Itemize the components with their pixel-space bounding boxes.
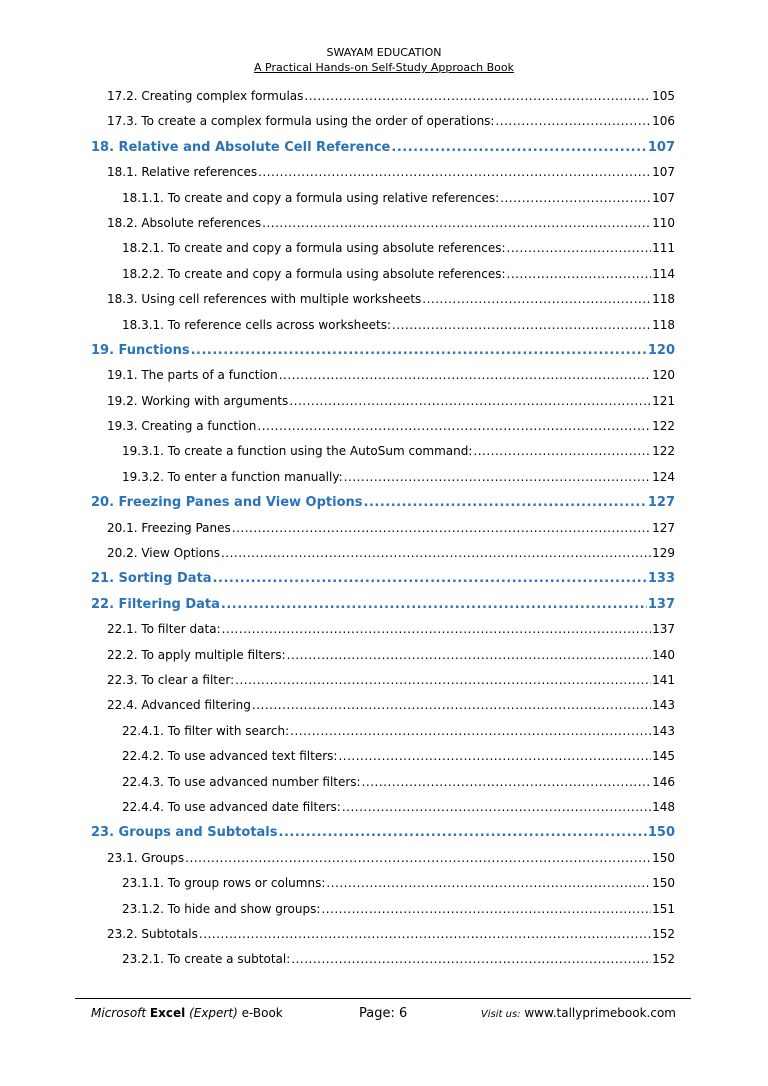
toc-entry-page: 129 <box>652 546 675 561</box>
toc-entry-title: 23.1.1. To group rows or columns: <box>122 876 326 891</box>
toc-leader-dots <box>344 470 651 484</box>
toc-leader-dots <box>422 292 651 306</box>
toc-entry[interactable] <box>91 241 675 266</box>
toc-entry[interactable] <box>91 851 675 876</box>
toc-entry[interactable] <box>91 444 675 469</box>
toc-leader-dots <box>500 191 651 205</box>
toc-entry[interactable] <box>91 673 675 698</box>
toc-leader-dots <box>279 825 647 840</box>
toc-entry-title: 22.4.3. To use advanced number filters: <box>122 774 361 789</box>
toc-entry-title: 22.4.1. To filter with search: <box>122 723 290 738</box>
toc-entry-title: 23.2.1. To create a subtotal: <box>122 952 291 967</box>
toc-entry-title: 19.1. The parts of a function <box>107 368 278 383</box>
toc-entry-title: 18. Relative and Absolute Cell Reference <box>91 139 391 155</box>
footer-product: Excel <box>149 1006 186 1020</box>
toc-entry[interactable] <box>91 724 675 749</box>
toc-entry-page: 137 <box>652 622 675 637</box>
toc-entry[interactable] <box>91 648 675 673</box>
toc-entry-page: 121 <box>652 393 675 408</box>
toc-entry[interactable] <box>91 800 675 825</box>
toc-leader-dots <box>291 952 651 966</box>
toc-entry-page: 150 <box>647 825 675 841</box>
toc-entry[interactable] <box>91 546 675 571</box>
table-of-contents <box>91 89 675 978</box>
toc-entry-title: 18.1.1. To create and copy a formula using relative references: <box>122 190 500 205</box>
toc-entry[interactable] <box>91 775 675 800</box>
toc-entry-page: 150 <box>652 876 675 891</box>
toc-leader-dots <box>252 698 651 712</box>
toc-entry[interactable] <box>91 927 675 952</box>
toc-entry[interactable] <box>91 597 675 622</box>
footer-suffix: e-Book <box>241 1006 283 1020</box>
toc-leader-dots <box>391 140 646 155</box>
toc-entry[interactable] <box>91 114 675 139</box>
toc-entry-title: 22.4.4. To use advanced date filters: <box>122 799 341 814</box>
toc-leader-dots <box>507 241 652 255</box>
header-subtitle: A Practical Hands-on Self-Study Approach Book <box>254 61 514 74</box>
toc-entry-page: 145 <box>652 749 675 764</box>
toc-leader-dots <box>262 216 651 230</box>
toc-entry-page: 105 <box>652 89 675 103</box>
toc-entry-page: 107 <box>647 139 675 155</box>
toc-entry[interactable] <box>91 571 675 596</box>
toc-leader-dots <box>362 775 651 789</box>
toc-entry-title: 23.2. Subtotals <box>107 926 198 941</box>
toc-entry-title: 23.1. Groups <box>107 850 185 865</box>
toc-leader-dots <box>473 444 651 458</box>
toc-entry-page: 127 <box>652 520 675 535</box>
footer-prefix: Microsoft <box>91 1006 147 1020</box>
toc-leader-dots <box>221 546 651 560</box>
toc-leader-dots <box>507 267 652 281</box>
toc-entry-title: 17.3. To create a complex formula using the order of operations: <box>107 114 495 129</box>
toc-entry-title: 19.2. Working with arguments <box>107 393 289 408</box>
toc-entry-title: 18.3. Using cell references with multiple worksheets <box>107 292 422 307</box>
toc-entry-title: 17.2. Creating complex formulas <box>107 89 304 103</box>
toc-entry-page: 137 <box>647 596 675 612</box>
toc-entry-title: 22.2. To apply multiple filters: <box>107 647 286 662</box>
toc-entry-page: 118 <box>652 317 675 332</box>
toc-leader-dots <box>235 673 651 687</box>
toc-entry[interactable] <box>91 394 675 419</box>
toc-entry[interactable] <box>91 521 675 546</box>
toc-entry[interactable] <box>91 191 675 216</box>
toc-entry-page: 141 <box>652 672 675 687</box>
toc-entry-page: 122 <box>652 419 675 434</box>
toc-entry-page: 152 <box>652 952 675 967</box>
page-footer <box>91 1006 676 1024</box>
toc-entry-title: 19.3.1. To create a function using the AutoSum command: <box>122 444 473 459</box>
toc-entry-title: 22.1. To filter data: <box>107 622 221 637</box>
toc-entry-page: 143 <box>652 698 675 713</box>
toc-entry-page: 122 <box>652 444 675 459</box>
toc-entry-title: 19. Functions <box>91 342 190 358</box>
toc-entry[interactable] <box>91 825 675 850</box>
toc-entry[interactable] <box>91 902 675 927</box>
toc-entry-title: 22.4. Advanced filtering <box>107 698 251 713</box>
toc-leader-dots <box>222 622 651 636</box>
toc-leader-dots <box>279 368 651 382</box>
toc-leader-dots <box>326 876 651 890</box>
footer-website-link[interactable]: www.tallyprimebook.com <box>524 1006 676 1020</box>
toc-entry-page: 107 <box>652 165 675 180</box>
footer-book-title <box>91 1006 283 1020</box>
toc-leader-dots <box>185 851 651 865</box>
toc-entry[interactable] <box>91 470 675 495</box>
toc-entry-page: 111 <box>652 241 675 256</box>
toc-leader-dots <box>304 89 651 103</box>
toc-entry-page: 152 <box>652 926 675 941</box>
toc-leader-dots <box>213 571 647 586</box>
toc-entry[interactable] <box>91 698 675 723</box>
toc-entry-title: 18.1. Relative references <box>107 165 258 180</box>
toc-leader-dots <box>290 724 651 738</box>
toc-entry-title: 19.3.2. To enter a function manually: <box>122 469 343 484</box>
toc-entry-title: 18.2.2. To create and copy a formula using absolute references: <box>122 266 506 281</box>
toc-entry-page: 107 <box>652 190 675 205</box>
toc-leader-dots <box>199 927 651 941</box>
toc-entry-title: 23.1.2. To hide and show groups: <box>122 901 321 916</box>
toc-entry[interactable] <box>91 292 675 317</box>
toc-entry[interactable] <box>91 952 675 977</box>
toc-entry[interactable] <box>91 343 675 368</box>
toc-entry-page: 151 <box>652 901 675 916</box>
toc-entry[interactable] <box>91 368 675 393</box>
toc-entry-page: 114 <box>652 266 675 281</box>
toc-entry-page: 120 <box>652 368 675 383</box>
toc-entry-page: 150 <box>652 850 675 865</box>
toc-entry-title: 20. Freezing Panes and View Options <box>91 495 363 511</box>
toc-entry-title: 22. Filtering Data <box>91 596 220 612</box>
toc-entry[interactable] <box>91 140 675 165</box>
toc-entry-page: 148 <box>652 799 675 814</box>
toc-leader-dots <box>232 521 651 535</box>
toc-entry-page: 110 <box>652 215 675 230</box>
toc-entry[interactable] <box>91 267 675 292</box>
toc-entry-page: 124 <box>652 469 675 484</box>
toc-entry-page: 140 <box>652 647 675 662</box>
footer-page-number: Page: 6 <box>359 1006 408 1021</box>
toc-entry[interactable] <box>91 165 675 190</box>
footer-divider <box>75 998 691 999</box>
toc-entry-title: 23. Groups and Subtotals <box>91 825 278 841</box>
toc-entry-title: 21. Sorting Data <box>91 571 212 587</box>
toc-entry-page: 133 <box>647 571 675 587</box>
toc-leader-dots <box>495 114 651 128</box>
toc-entry[interactable] <box>91 622 675 647</box>
toc-leader-dots <box>191 343 647 358</box>
toc-leader-dots <box>364 495 647 510</box>
toc-leader-dots <box>257 419 651 433</box>
toc-entry[interactable] <box>91 876 675 901</box>
toc-entry-title: 22.4.2. To use advanced text filters: <box>122 749 338 764</box>
toc-entry-title: 20.2. View Options <box>107 546 220 561</box>
toc-leader-dots <box>342 800 651 814</box>
toc-entry-page: 120 <box>647 342 675 358</box>
toc-entry-page: 118 <box>652 292 675 307</box>
toc-leader-dots <box>392 318 651 332</box>
toc-entry[interactable] <box>91 495 675 520</box>
toc-entry-page: 146 <box>652 774 675 789</box>
page-header <box>0 45 768 75</box>
toc-entry[interactable] <box>91 216 675 241</box>
footer-visit <box>481 1006 676 1020</box>
toc-entry-page: 127 <box>647 495 675 511</box>
footer-visit-label: Visit us: <box>480 1009 521 1020</box>
toc-entry-page: 106 <box>652 114 675 129</box>
toc-entry[interactable] <box>91 419 675 444</box>
toc-entry-title: 18.2.1. To create and copy a formula using absolute references: <box>122 241 506 256</box>
toc-leader-dots <box>221 597 647 612</box>
footer-edition: (Expert) <box>189 1006 238 1020</box>
toc-entry-title: 22.3. To clear a filter: <box>107 672 235 687</box>
toc-entry[interactable] <box>91 89 675 114</box>
toc-entry-title: 19.3. Creating a function <box>107 419 257 434</box>
toc-leader-dots <box>287 648 651 662</box>
header-org: SWAYAM EDUCATION <box>326 46 442 59</box>
toc-leader-dots <box>258 165 651 179</box>
toc-entry-page: 143 <box>652 723 675 738</box>
toc-entry-title: 18.3.1. To reference cells across worksheets: <box>122 317 392 332</box>
toc-leader-dots <box>321 902 651 916</box>
toc-entry[interactable] <box>91 318 675 343</box>
toc-entry-title: 18.2. Absolute references <box>107 215 262 230</box>
toc-entry[interactable] <box>91 749 675 774</box>
toc-leader-dots <box>289 394 651 408</box>
toc-leader-dots <box>338 749 651 763</box>
toc-entry-title: 20.1. Freezing Panes <box>107 520 231 535</box>
